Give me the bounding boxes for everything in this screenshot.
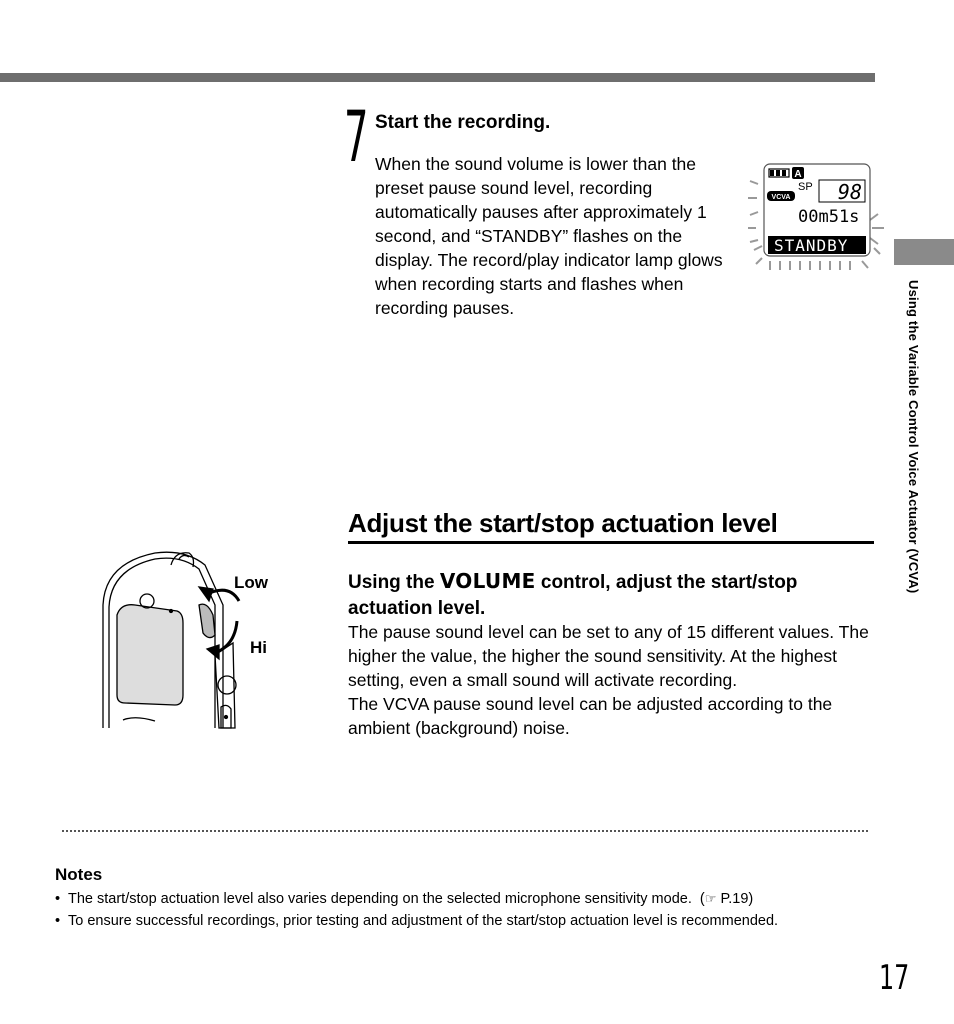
page-reference: P.19) [720,891,754,907]
section-heading: Adjust the start/stop actuation level [348,508,874,544]
step-number: 7 [344,96,368,178]
step-title: Start the recording. [375,112,551,133]
paragraph-1: The pause sound level can be set to any of 15 different values. The higher the value, the higher the sound sensitivity. At the highest setting, even a small sound will activate recording. [348,622,869,690]
hi-label: Hi [250,638,267,657]
section-subheading: Using the VOLUME control, adjust the start/stop actuation level. [348,569,798,619]
page-number: 17 [879,958,910,998]
section-paragraph [348,620,878,740]
record-mode: SP [798,181,813,193]
elapsed-time: 00m51s [798,207,860,227]
notes-divider [62,830,868,832]
side-tab-label: Using the Variable Control Voice Actuator (VCVA) [906,280,921,594]
standby-status: STANDBY [774,236,849,255]
paragraph-2: The VCVA pause sound level can be adjusted according to the ambient (background) noise. [348,694,833,738]
note-item: • To ensure successful recordings, prior testing and adjustment of the start/stop actuation level is recommended. [55,913,779,929]
lcd-display-illustration [744,160,888,276]
pointing-hand-icon: ☞ [704,891,717,906]
header-bar [0,73,875,82]
volume-keyword: VOLUME [439,569,536,593]
low-label: Low [234,573,268,592]
folder-indicator: A [794,169,802,180]
level-readout: 98 [837,180,862,204]
notes-heading: Notes [55,865,103,884]
vcva-badge: VCVA [771,194,791,201]
section-tab-marker [894,239,954,265]
step-body: When the sound volume is lower than the preset pause sound level, recording automatically pauses after approximately 1 second, and “STANDBY” flashes on the display. The record/play indicator lamp glows when recording starts and flashes when recording pauses. [375,154,723,318]
note-item: • The start/stop actuation level also varies depending on the selected microphone sensitivity mode. (☞ P.19) [55,891,754,907]
